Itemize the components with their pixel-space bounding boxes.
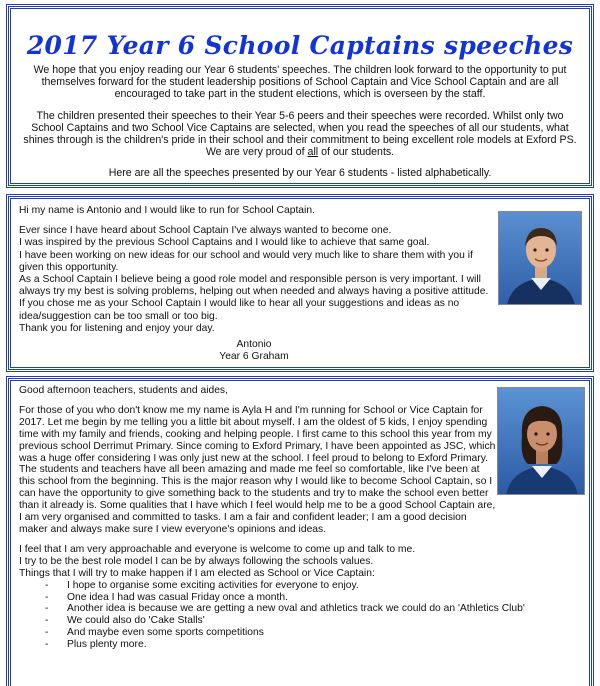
intro-underlined-word: all — [307, 146, 319, 159]
student-photo — [497, 387, 585, 495]
list-item: - I hope to organise some exciting activities for everyone to enjoy. — [45, 580, 589, 592]
list-item: - And maybe even some sports competitions — [45, 627, 589, 639]
speech-line: I feel that I am very approachable and everyone is welcome to come up and talk to me. — [19, 543, 416, 555]
intro-text — [11, 64, 589, 180]
list-item: - One idea I had was casual Friday once a month. — [45, 592, 589, 604]
speech-paragraph-text: For those of you who don't know me my name is Ayla H and I'm running for School or Vice Captain for 2017. Let me begin by me telling you a little bit about myself. I am the oldest of 5 kids, I enjoy spending time with my family and friends, cooking and helping people. I first came to this school this year from my previous school Derrimut Primary. Since coming to Exford Primary, I have been appointed as JSC, which was a huge offer considering I was only just new at the school. I feel proud to belong to Exford Primary. The students and teachers have all been amazing and made me feel so comfortable, like I've been at this school from the beginning. This is the major reason why I would like to become School Captain, so I can have the opportunity to give something back to the students and try to make the school even better than it already is. Some qualities that I have which I feel would help me to be a good School Captain are, I am very organised and committed to tasks. I am a fair and confident leader; I am a good decision maker and always make sure I view everyone's opinions and ideas. — [19, 404, 496, 535]
speech-greeting: Good afternoon teachers, students and aides, — [19, 385, 228, 396]
speech-signature — [19, 339, 489, 363]
speech-greeting: Hi my name is Antonio and I would like to run for School Captain. — [19, 205, 315, 216]
list-item: - Another idea is because we are getting a new oval and athletics track we could do an 'Athletics Club' — [45, 603, 589, 615]
speech-line: As a School Captain I believe being a good role model and responsible person is very important. I will always try my best is solving problems, helping out when needed and always having a positive attitude. If you chose me as your School Captain I would like to hear all your suggestions and ideas as no idea/suggestion can be too small or too big. — [19, 274, 489, 322]
student-name: Antonio — [236, 339, 272, 351]
intro-paragraph-2-start: The children presented their speeches to their Year 5-6 peers and their speeches were recorded. Whilst only two School Captains and two School Vice Captains are selected, when you read the speeches of all our students, what shines through is the children's pride in their school and their commitment to being excellent role models at Exford PS. We are very proud of — [23, 109, 577, 159]
speech-antonio — [19, 205, 489, 363]
intro-paragraph-1: We hope that you enjoy reading our Year 6 students' speeches. The children look forward to the opportunity to put themselves forward for the student leadership positions of School Captain and Vice School Captain and are all encouraged to take part in the student elections, which is overseen by the staff. — [33, 64, 567, 101]
intro-box — [8, 6, 592, 186]
speech-line: Things that I will try to make happen if I am elected as School or Vice Captain: — [19, 567, 375, 579]
speech-paragraph — [19, 405, 497, 536]
speech-line: I have been working on new ideas for our school and would very much like to share them with you if given this opportunity. — [19, 249, 473, 273]
boy-portrait-image — [499, 212, 582, 305]
list-item: - Plus plenty more. — [45, 639, 589, 651]
speech-line: Ever since I have heard about School Captain I've always wanted to become one. — [19, 225, 392, 237]
speech-antonio-box — [8, 196, 592, 370]
student-photo — [498, 211, 582, 305]
girl-portrait-image — [498, 388, 585, 495]
page-title: 2017 Year 6 School Captains speeches — [26, 31, 574, 60]
intro-paragraph-2 — [11, 110, 589, 159]
student-class: Year 6 Graham — [219, 351, 289, 363]
speech-line: I was inspired by the previous School Captains and I would like to achieve that same goal. — [19, 237, 430, 249]
speech-ayla-box — [8, 378, 592, 686]
intro-paragraph-2-end: of our students. — [318, 146, 395, 159]
list-item: - We could also do 'Cake Stalls' — [45, 615, 589, 627]
speech-line: Thank you for listening and enjoy your day. — [19, 322, 215, 334]
ideas-list — [45, 580, 589, 651]
speech-line: I try to be the best role model I can be by always following the schools values. — [19, 555, 374, 567]
intro-paragraph-3: Here are all the speeches presented by our Year 6 students - listed alphabetically. — [108, 167, 492, 180]
